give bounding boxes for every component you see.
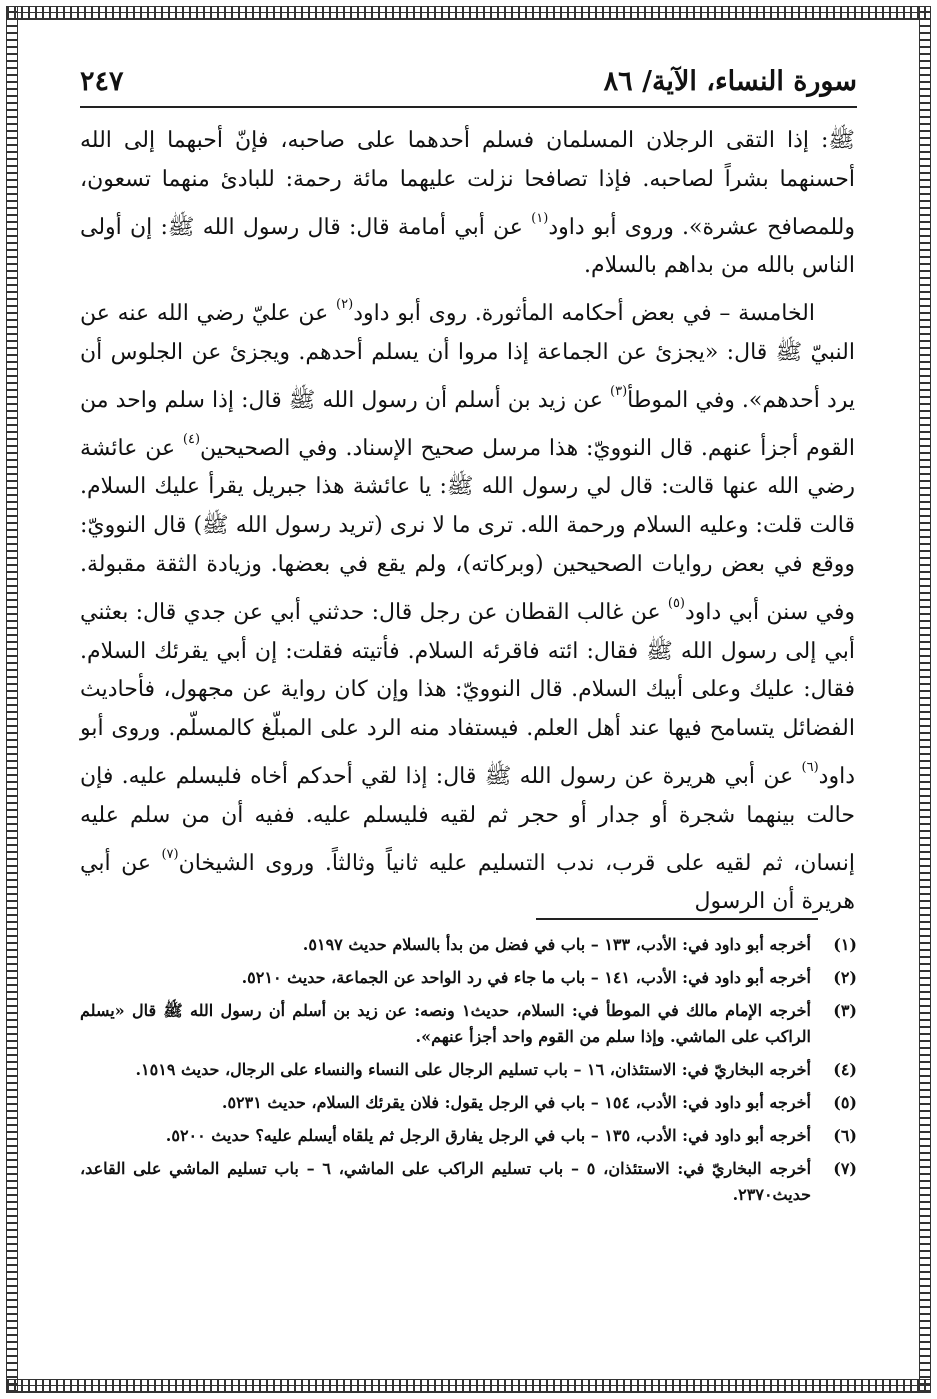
footnotes [80, 932, 857, 1312]
footnote-number: (٧) [833, 1159, 857, 1178]
paragraph-2 [80, 286, 855, 922]
footnote-ref-6: (٦) [801, 759, 819, 775]
footnote [80, 1057, 857, 1083]
ornamental-border-right [919, 6, 931, 1393]
footnote [80, 965, 857, 991]
footnote-ref-2: (٢) [336, 297, 354, 313]
text-run: الخامسة – في بعض أحكامه المأثورة. روى أبو داود [353, 301, 815, 327]
ornamental-border-left [6, 6, 18, 1393]
page-number: ٢٤٧ [80, 66, 124, 97]
text-run: عن غالب القطان عن رجل قال: حدثني أبي عن جدي قال: بعثني أبي إلى رسول الله ﷺ فقال: ائته فاقرئه السلام. فأتيته فقلت: إن أبي يقرئك السلام. فقال: عليك وعلى أبيك السلام. قال النوويّ: هذا وإن كان رواية عن مجهول، فأحاديث الفضائل يتسامح فيها عند أهل العلم. فيستفاد منه الرد على المبلّغ كالمسلّم. وروى أبو داود [80, 599, 855, 789]
page-header [80, 62, 857, 108]
text-run: عن أبي أمامة قال: قال رسول الله ﷺ: إن أولى الناس بالله من بداهم بالسلام. [80, 214, 855, 279]
text-run: عن عليّ رضي الله عنه عن النبيّ ﷺ قال: «يجزئ عن الجماعة إذا مروا أن يسلم أحدهم. ويجزئ عن الجلوس أن يرد أحدهم». وفي الموطأ [80, 301, 855, 413]
footnote-text: أخرجه أبو داود في: الأدب، ١٤١ – باب ما جاء في رد الواحد عن الجماعة، حديث ٥٢١٠. [241, 968, 811, 987]
footnote-separator [536, 918, 818, 920]
footnote-text: أخرجه أبو داود في: الأدب، ١٣٥ – باب في الرجل يفارق الرجل ثم يلقاه أيسلم عليه؟ حديث ٥٢٠٠. [165, 1126, 811, 1145]
footnote-ref-7: (٧) [161, 846, 179, 862]
footnote-text: أخرجه الإمام مالك في الموطأ في: السلام، حديث١ ونصه: عن زيد بن أسلم أن رسول الله ﷺ قال «يسلم الراكب على الماشي. وإذا سلم من القوم واحد أجزأ عنهم». [80, 1001, 811, 1046]
footnote-text: أخرجه أبو داود في: الأدب، ١٣٣ – باب في فضل من بدأ بالسلام حديث ٥١٩٧. [302, 935, 811, 954]
footnote-text: أخرجه أبو داود في: الأدب، ١٥٤ – باب في الرجل يقول: فلان يقرئك السلام، حديث ٥٢٣١. [221, 1093, 811, 1112]
footnote-ref-1: (١) [531, 210, 549, 226]
footnote-text: أخرجه البخاريّ في: الاستئذان، ١٦ – باب تسليم الرجال على النساء والنساء على الرجال، حديث ١٥١٩. [135, 1060, 811, 1079]
footnote [80, 1156, 857, 1208]
footnote-ref-3: (٣) [610, 383, 628, 399]
footnote [80, 1123, 857, 1149]
footnote-number: (٦) [833, 1126, 857, 1145]
footnote-ref-5: (٥) [667, 595, 685, 611]
text-run: عن أبي هريرة عن رسول الله ﷺ قال: إذا لقي أحدكم أخاه فليسلم عليه. فإن حالت بينهما شجرة أو جدار أو حجر ثم لقيه فليسلم عليه. ففيه أن من سلم عليه إنسان، ثم لقيه على قرب، ندب التسليم عليه ثانياً وثالثاً. وروى الشيخان [80, 763, 856, 876]
footnote-number: (٥) [833, 1093, 857, 1112]
footnote-number: (١) [833, 935, 857, 954]
footnote [80, 932, 857, 958]
ornamental-border-bottom [6, 1379, 931, 1393]
footnote [80, 998, 857, 1050]
footnote-text: أخرجه البخاريّ في: الاستئذان، ٥ – باب تسليم الراكب على الماشي، ٦ – باب تسليم الماشي على القاعد، حديث٢٣٧٠. [80, 1159, 812, 1204]
text-run: ﷺ: إذا التقى الرجلان المسلمان فسلم أحدهما على صاحبه، فإنّ أحبهما إلى الله أحسنهما بشراً لصاحبه. فإذا تصافحا نزلت عليهما مائة رحمة: للبادئ منهما تسعون، وللمصافح عشرة». وروى أبو داود [80, 128, 855, 240]
paragraph-1 [80, 122, 855, 286]
footnote-ref-4: (٤) [182, 431, 201, 447]
ornamental-border-top [6, 6, 931, 20]
footnote-number: (٢) [833, 968, 857, 987]
running-title: سورة النساء، الآية/ ٨٦ [603, 66, 857, 97]
text-run: عن زيد بن أسلم أن رسول الله ﷺ قال: إذا سلم واحد من القوم أجزأ عنهم. قال النوويّ: هذا مرسل صحيح الإسناد. وفي الصحيحين [80, 387, 856, 461]
text-run: عن أبي هريرة أن الرسول [80, 850, 855, 915]
main-text [80, 122, 856, 915]
footnote-number: (٣) [833, 1001, 857, 1020]
footnote-number: (٤) [833, 1060, 857, 1079]
footnote [80, 1090, 857, 1116]
text-run: عن عائشة رضي الله عنها قالت: قال لي رسول الله ﷺ: يا عائشة هذا جبريل يقرأ عليك السلام. قالت قلت: وعليه السلام ورحمة الله. ترى ما لا نرى (تريد رسول الله ﷺ) قال النوويّ: ووقع في بعض روايات الصحيحين (وبركاته)، ولم يقع في بعضها. وزيادة الثقة مقبولة. وفي سنن أبي داود [80, 435, 856, 625]
